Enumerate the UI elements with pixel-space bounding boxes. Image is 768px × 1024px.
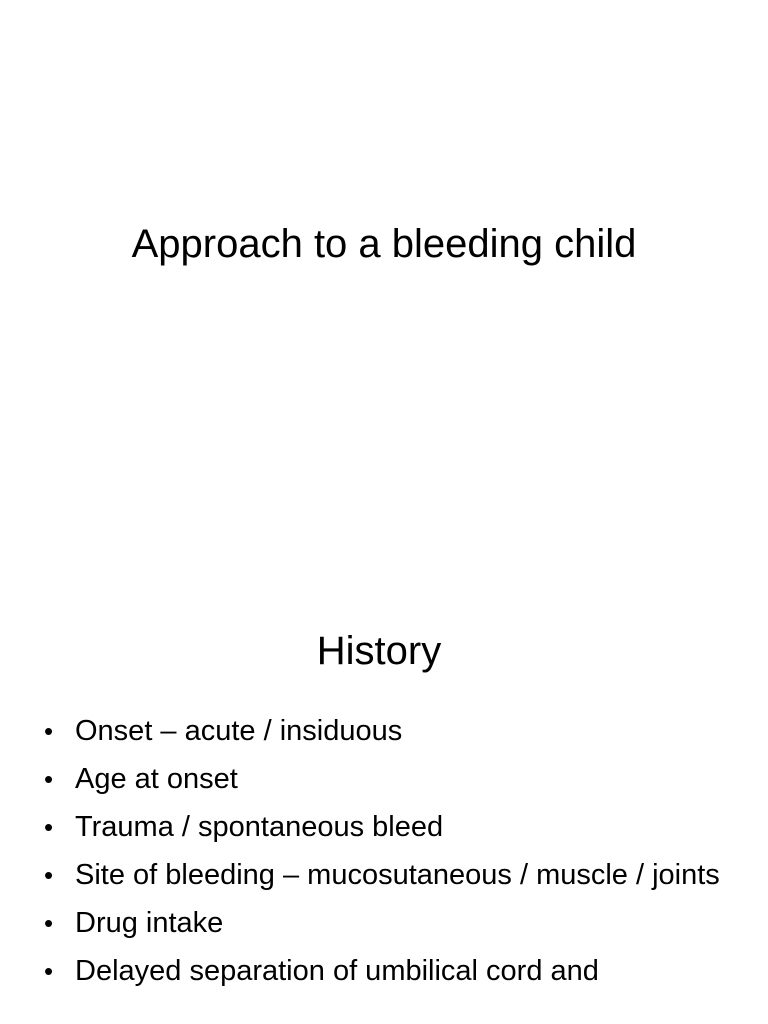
bullet-dot-icon: •	[44, 716, 54, 746]
bullet-text: Drug intake	[75, 907, 224, 939]
list-item	[44, 762, 724, 796]
bullet-text: Delayed separation of umbilical cord and	[75, 955, 599, 987]
list-item	[44, 810, 724, 844]
list-item	[44, 954, 724, 988]
bullet-dot-icon: •	[44, 860, 54, 890]
history-heading: History	[316, 629, 442, 673]
bullet-dot-icon: •	[44, 908, 54, 938]
list-item	[44, 714, 724, 748]
bullet-dot-icon: •	[44, 812, 54, 842]
list-item	[44, 906, 724, 940]
bullet-text: Onset – acute / insiduous	[75, 715, 403, 747]
bullet-dot-icon: •	[44, 764, 54, 794]
bullet-text: Age at onset	[75, 763, 238, 795]
slide-title-heading: Approach to a bleeding child	[131, 222, 637, 266]
list-item	[44, 858, 724, 892]
bullet-dot-icon: •	[44, 956, 54, 986]
bullet-text: Site of bleeding – mucosutaneous / muscle / joints	[75, 859, 720, 891]
slide-history	[0, 576, 768, 1024]
bullet-text: Trauma / spontaneous bleed	[75, 811, 444, 843]
history-bullet-list	[44, 714, 724, 1002]
